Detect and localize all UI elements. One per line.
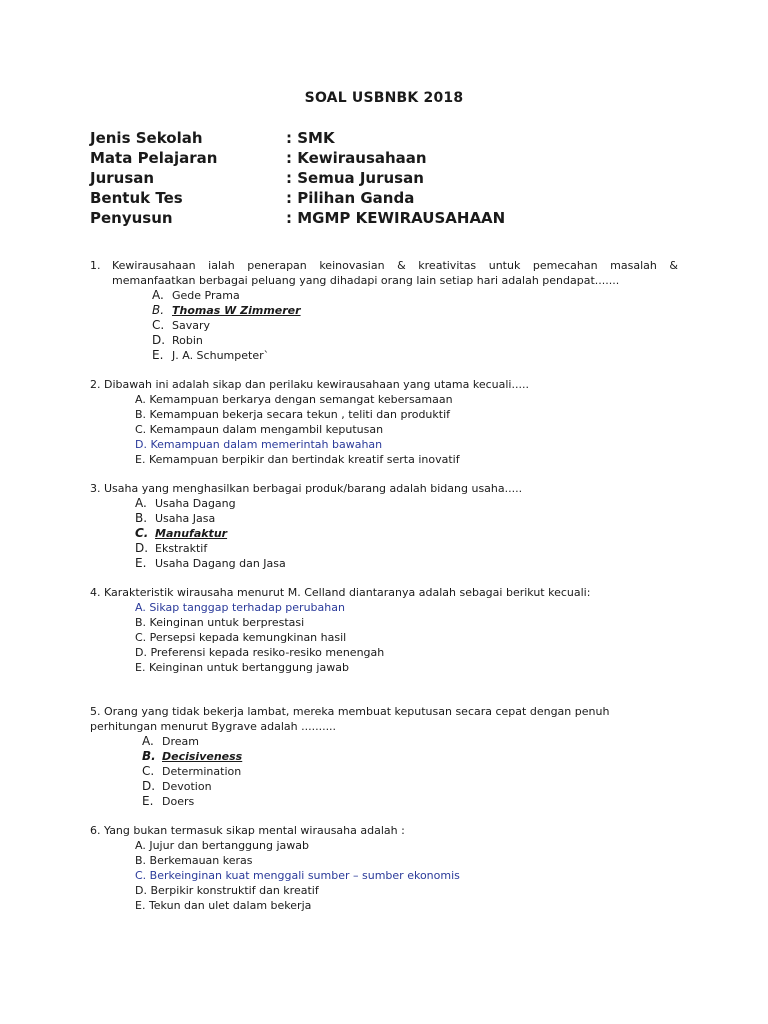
option-letter: A. [135, 496, 147, 510]
question-5 [90, 704, 678, 809]
option-e[interactable] [152, 348, 678, 363]
page-title: SOAL USBNBK 2018 [304, 90, 464, 106]
meta-value: : Kewirausahaan [286, 149, 427, 167]
meta-row-test-form [90, 188, 505, 208]
option-d[interactable]: D. Berpikir konstruktif dan kreatif [135, 884, 319, 897]
question-2 [90, 377, 678, 467]
exam-meta [90, 128, 505, 228]
option-a[interactable] [152, 288, 678, 303]
meta-label: Mata Pelajaran [90, 149, 218, 167]
option-list [90, 600, 678, 675]
option-d[interactable] [152, 333, 678, 348]
option-letter: D. [142, 779, 156, 793]
meta-label: Jenis Sekolah [90, 129, 203, 147]
option-text: Devotion [162, 780, 212, 793]
option-text: Usaha Dagang dan Jasa [155, 557, 286, 570]
question-line: Kewirausahaan ialah penerapan keinovasian & kreativitas untuk pemecahan masalah & [112, 259, 678, 272]
question-line: 5. Orang yang tidak bekerja lambat, mereka membuat keputusan secara cepat dengan penuh [90, 705, 610, 718]
option-text: Doers [162, 795, 195, 808]
option-a[interactable] [135, 496, 678, 511]
option-list [90, 392, 678, 467]
option-text-answer: Decisiveness [162, 750, 243, 763]
option-text: Robin [172, 334, 203, 347]
option-letter: E. [152, 348, 164, 362]
option-text-answer: Thomas W Zimmerer [172, 304, 301, 317]
option-c[interactable] [152, 318, 678, 333]
option-c[interactable] [142, 764, 678, 779]
option-b[interactable]: B. Kemampuan bekerja secara tekun , teliti dan produktif [135, 408, 451, 421]
meta-row-author [90, 208, 505, 228]
question-text [90, 704, 678, 734]
option-a-answer[interactable]: A. Sikap tanggap terhadap perubahan [135, 601, 345, 614]
option-letter: E. [142, 794, 154, 808]
meta-label: Bentuk Tes [90, 189, 183, 207]
option-text: Usaha Jasa [155, 512, 216, 525]
meta-row-school-type [90, 128, 505, 148]
option-letter: B. [142, 749, 156, 763]
option-letter: A. [142, 734, 154, 748]
option-d[interactable] [142, 779, 678, 794]
option-d[interactable] [135, 541, 678, 556]
meta-label: Jurusan [90, 169, 155, 187]
option-text: Gede Prama [172, 289, 240, 302]
option-c[interactable]: C. Kemampaun dalam mengambil keputusan [135, 423, 384, 436]
option-letter: E. [135, 556, 147, 570]
option-d-answer[interactable]: D. Kemampuan dalam memerintah bawahan [135, 438, 383, 451]
option-letter: C. [142, 764, 155, 778]
option-text: Ekstraktif [155, 542, 208, 555]
option-letter: A. [152, 288, 164, 302]
option-b[interactable] [152, 303, 678, 318]
option-e[interactable] [142, 794, 678, 809]
option-c-answer[interactable]: C. Berkeinginan kuat menggali sumber – sumber ekonomis [135, 869, 460, 882]
option-text: Determination [162, 765, 242, 778]
question-3 [90, 481, 678, 571]
option-b[interactable]: B. Berkemauan keras [135, 854, 253, 867]
meta-value: : MGMP KEWIRAUSAHAAN [286, 209, 506, 227]
option-list [135, 496, 678, 571]
option-text: Dream [162, 735, 199, 748]
question-text: 3. Usaha yang menghasilkan berbagai produk/barang adalah bidang usaha..... [90, 482, 523, 495]
option-list [90, 838, 678, 913]
option-letter: C. [135, 526, 149, 540]
question-1 [90, 258, 678, 363]
option-b[interactable] [135, 511, 678, 526]
option-c[interactable] [135, 526, 678, 541]
option-e[interactable] [135, 556, 678, 571]
option-text: Savary [172, 319, 211, 332]
question-number: 1. [90, 259, 101, 272]
option-letter: D. [152, 333, 166, 347]
option-a[interactable]: A. Kemampuan berkarya dengan semangat kebersamaan [135, 393, 453, 406]
question-6 [90, 823, 678, 913]
option-e[interactable]: E. Tekun dan ulet dalam bekerja [135, 899, 312, 912]
option-list [152, 288, 678, 363]
option-letter: B. [135, 511, 148, 525]
option-letter: D. [135, 541, 149, 555]
option-text-answer: Manufaktur [155, 527, 228, 540]
meta-label: Penyusun [90, 209, 173, 227]
question-text [90, 258, 678, 288]
option-d[interactable]: D. Preferensi kepada resiko-resiko menengah [135, 646, 385, 659]
option-b[interactable] [142, 749, 678, 764]
option-letter: B. [152, 303, 165, 317]
question-4 [90, 585, 678, 675]
option-a[interactable] [142, 734, 678, 749]
option-b[interactable]: B. Keinginan untuk berprestasi [135, 616, 305, 629]
option-list [142, 734, 678, 809]
option-text: J. A. Schumpeter` [172, 349, 270, 362]
question-text: 2. Dibawah ini adalah sikap dan perilaku kewirausahaan yang utama kecuali..... [90, 378, 529, 391]
option-a[interactable]: A. Jujur dan bertanggung jawab [135, 839, 309, 852]
question-line: memanfaatkan berbagai peluang yang dihadapi orang lain setiap hari adalah pendapat....... [112, 274, 620, 287]
meta-value: : Pilihan Ganda [286, 189, 415, 207]
option-e[interactable]: E. Kemampuan berpikir dan bertindak kreatif serta inovatif [135, 453, 460, 466]
meta-row-major [90, 168, 505, 188]
meta-row-subject [90, 148, 505, 168]
question-text: 6. Yang bukan termasuk sikap mental wirausaha adalah : [90, 824, 405, 837]
question-text: 4. Karakteristik wirausaha menurut M. Celland diantaranya adalah sebagai berikut kecuali: [90, 586, 591, 599]
option-letter: C. [152, 318, 165, 332]
option-c[interactable]: C. Persepsi kepada kemungkinan hasil [135, 631, 347, 644]
question-line: perhitungan menurut Bygrave adalah .......... [90, 720, 337, 733]
meta-value: : SMK [286, 129, 335, 147]
meta-value: : Semua Jurusan [286, 169, 424, 187]
option-text: Usaha Dagang [155, 497, 236, 510]
option-e[interactable]: E. Keinginan untuk bertanggung jawab [135, 661, 349, 674]
